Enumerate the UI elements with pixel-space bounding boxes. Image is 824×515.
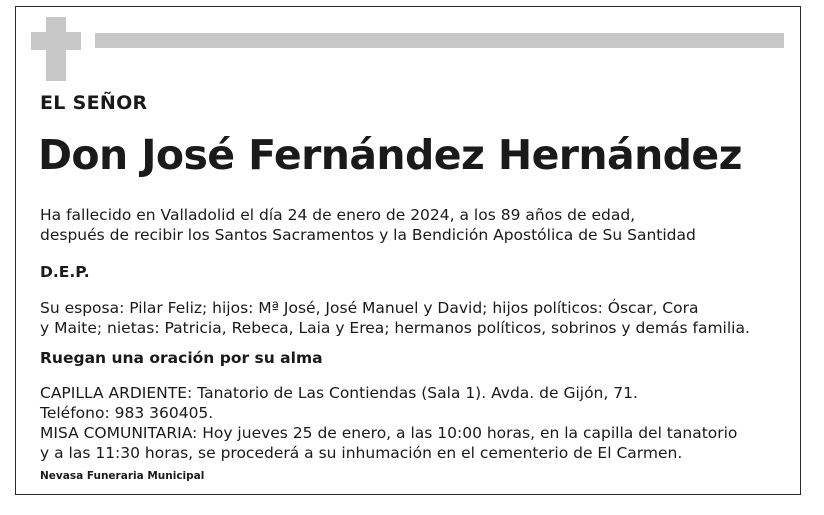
title-label: EL SEÑOR xyxy=(40,92,148,114)
phone-line: Teléfono: 983 360405. xyxy=(40,404,214,422)
prayer-request: Ruegan una oración por su alma xyxy=(40,349,323,367)
dep-text: D.E.P. xyxy=(40,263,90,281)
mass-info-line: MISA COMUNITARIA: Hoy jueves 25 de enero, a las 10:00 horas, en la capilla del tanatorio xyxy=(40,424,738,442)
family-line-1: Su esposa: Pilar Feliz; hijos: Mª José, José Manuel y David; hijos políticos: Óscar, Cora xyxy=(40,299,699,317)
funeral-home-name: Nevasa Funeraria Municipal xyxy=(40,470,205,482)
family-line-2: y Maite; nietas: Patricia, Rebeca, Laia y Erea; hermanos políticos, sobrinos y demás familia. xyxy=(40,319,750,337)
header-rule xyxy=(95,33,784,48)
death-notice-line-2: después de recibir los Santos Sacramentos y la Bendición Apostólica de Su Santidad xyxy=(40,226,696,244)
burial-info-line: y a las 11:30 horas, se procederá a su inhumación en el cementerio de El Carmen. xyxy=(40,444,683,462)
cross-horizontal-bar xyxy=(31,32,81,50)
deceased-name: Don José Fernández Hernández xyxy=(38,131,742,179)
death-notice-line-1: Ha fallecido en Valladolid el día 24 de enero de 2024, a los 89 años de edad, xyxy=(40,206,636,224)
chapel-info-line: CAPILLA ARDIENTE: Tanatorio de Las Contiendas (Sala 1). Avda. de Gijón, 71. xyxy=(40,384,638,402)
